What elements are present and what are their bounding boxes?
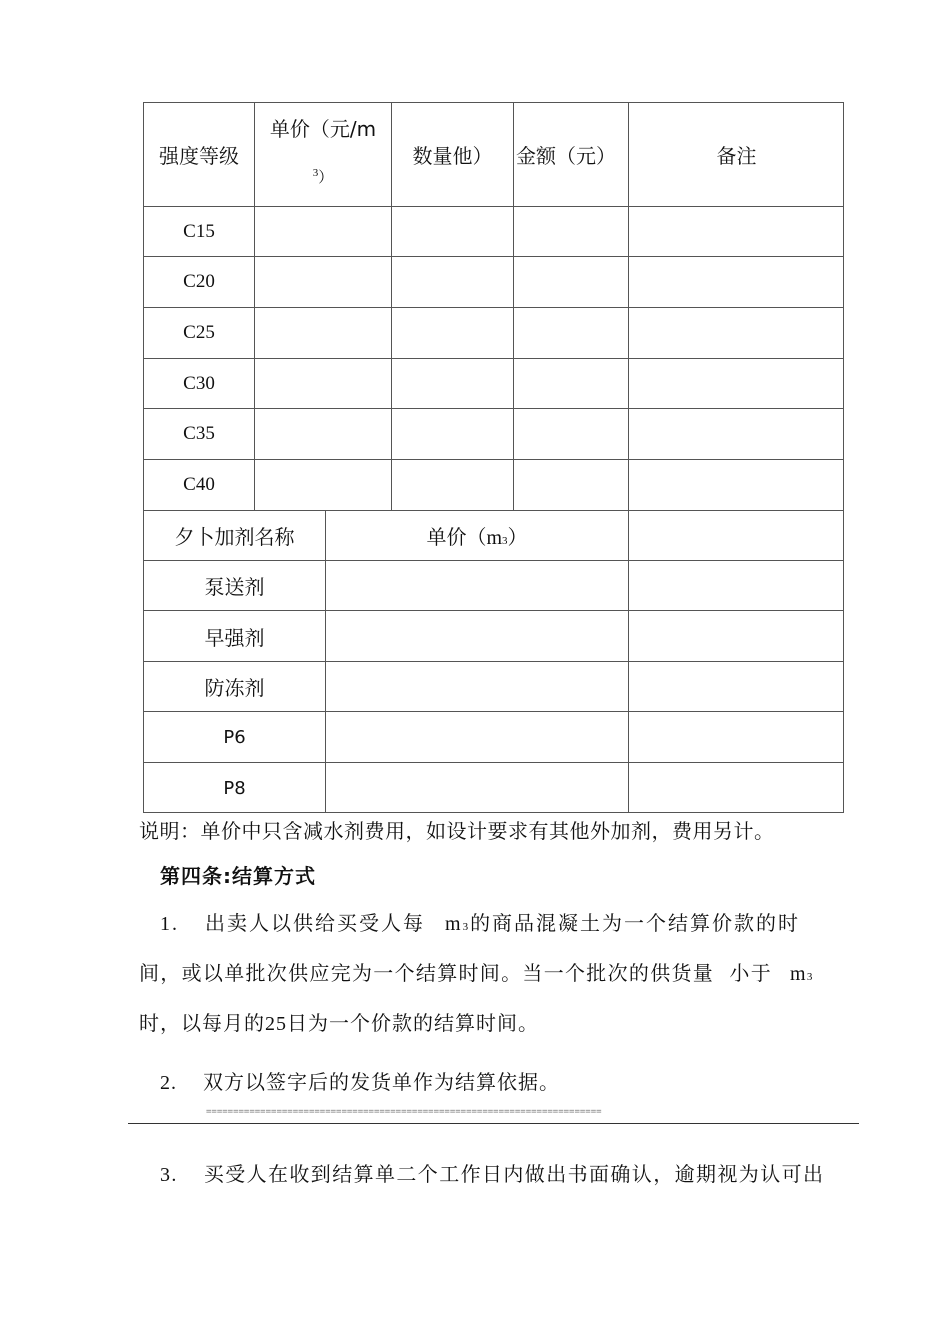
grade-cell bbox=[143, 307, 254, 358]
empty-cell bbox=[628, 711, 844, 762]
clause-1-number: 1. bbox=[160, 913, 179, 935]
grade-cell bbox=[143, 358, 254, 408]
empty-cell bbox=[513, 408, 628, 459]
admixture-name-cell bbox=[143, 610, 325, 661]
header-admixture-price bbox=[325, 510, 628, 560]
empty-cell bbox=[628, 358, 844, 408]
clause-1-line-2-a: 间，或以单批次供应完为一个结算时间。当一个批次的供货量 小于 bbox=[139, 961, 773, 985]
admixture-table bbox=[143, 510, 844, 813]
empty-cell bbox=[254, 358, 391, 408]
empty-cell bbox=[254, 256, 391, 307]
clause-1-line-3 bbox=[139, 1007, 539, 1036]
clause-2 bbox=[160, 1066, 560, 1095]
empty-cell bbox=[391, 307, 513, 358]
grade-cell bbox=[143, 408, 254, 459]
clause-1-line-2-m: m bbox=[790, 963, 807, 985]
header-amount-text: 金额（元） bbox=[516, 144, 616, 168]
header-unit-price-text bbox=[270, 113, 376, 142]
admixture-name-cell bbox=[143, 711, 325, 762]
separator-equals bbox=[206, 1107, 782, 1117]
empty-cell bbox=[254, 307, 391, 358]
empty-cell bbox=[391, 358, 513, 408]
clause-1-line-1-sub: 3 bbox=[462, 921, 471, 933]
empty-cell bbox=[254, 408, 391, 459]
empty-cell bbox=[628, 610, 844, 661]
header-admixture-price-text bbox=[426, 521, 527, 550]
header-unit-price bbox=[254, 102, 391, 206]
header-unit-price-sup: 3 bbox=[312, 166, 319, 179]
admixture-name-cell bbox=[143, 661, 325, 711]
header-grade-text: 强度等级 bbox=[159, 144, 239, 168]
table-bottom-border bbox=[143, 812, 844, 813]
empty-cell bbox=[513, 358, 628, 408]
empty-cell bbox=[513, 307, 628, 358]
grade-cell bbox=[143, 459, 254, 510]
grade-cell bbox=[143, 206, 254, 256]
clause-1-line-2 bbox=[139, 957, 814, 986]
grade-label: C40 bbox=[183, 474, 215, 495]
table-note-text: 说明：单价中只含减水剂费用，如设计要求有其他外加剂，费用另计。 bbox=[139, 819, 775, 843]
empty-cell bbox=[513, 459, 628, 510]
table-right-border bbox=[843, 102, 844, 813]
grade-label: C30 bbox=[183, 372, 215, 394]
empty-cell bbox=[628, 762, 844, 813]
clause-3-text: 买受人在收到结算单二个工作日内做出书面确认，逾期视为认可出 bbox=[203, 1162, 825, 1186]
empty-cell bbox=[513, 256, 628, 307]
empty-cell bbox=[325, 661, 628, 711]
header-admixture-extra bbox=[628, 510, 844, 560]
clause-3-number: 3. bbox=[160, 1164, 178, 1186]
empty-cell bbox=[628, 661, 844, 711]
admixture-name-cell bbox=[143, 762, 325, 813]
empty-cell bbox=[391, 206, 513, 256]
admixture-name: 防冻剂 bbox=[204, 676, 265, 700]
clause-3 bbox=[160, 1158, 824, 1187]
separator-line bbox=[128, 1123, 859, 1124]
clause-1-line-2-sub: 3 bbox=[806, 971, 814, 983]
grade-label: C15 bbox=[183, 220, 215, 242]
clause-2-text: 双方以签字后的发货单作为结算依据。 bbox=[203, 1070, 560, 1094]
empty-cell bbox=[391, 459, 513, 510]
header-unit-price-b: ） bbox=[318, 169, 334, 186]
header-admixture-price-a: 单价（ bbox=[426, 525, 487, 549]
clause-1-line-1-m: m bbox=[445, 913, 463, 935]
empty-cell bbox=[628, 459, 844, 510]
section-title bbox=[160, 860, 316, 889]
header-admixture-name bbox=[143, 510, 325, 560]
empty-cell bbox=[628, 560, 844, 610]
empty-cell bbox=[628, 408, 844, 459]
admixture-name: 泵送剂 bbox=[204, 575, 265, 599]
empty-cell bbox=[325, 610, 628, 661]
table-note bbox=[139, 815, 775, 844]
admixture-name: 早强剂 bbox=[204, 625, 265, 650]
empty-cell bbox=[391, 256, 513, 307]
header-unit-price-a: 单价（元/m bbox=[269, 116, 377, 141]
header-admixture-name-text: 夕卜加剂名称 bbox=[174, 525, 295, 549]
empty-cell bbox=[391, 408, 513, 459]
empty-cell bbox=[628, 307, 844, 358]
clause-1-line-3-b: 日为一个价款的结算时间。 bbox=[287, 1011, 539, 1035]
clause-2-number: 2. bbox=[160, 1072, 177, 1094]
header-admixture-price-m: m bbox=[486, 527, 503, 549]
empty-cell bbox=[325, 560, 628, 610]
header-unit-price-tail bbox=[313, 166, 334, 187]
clause-1-line-3-num: 25 bbox=[265, 1013, 287, 1035]
grade-label: C25 bbox=[183, 322, 215, 343]
header-amount bbox=[513, 102, 628, 206]
admixture-name-cell bbox=[143, 560, 325, 610]
empty-cell bbox=[254, 459, 391, 510]
clause-1-line-1-a: 出卖人以供给买受人每 bbox=[205, 911, 425, 935]
empty-cell bbox=[325, 762, 628, 813]
clause-1-line-3-a: 时，以每月的 bbox=[139, 1011, 265, 1035]
admixture-name: P6 bbox=[223, 726, 246, 748]
section-title-text: 第四条:结算方式 bbox=[160, 864, 316, 888]
price-table bbox=[143, 102, 844, 510]
empty-cell bbox=[628, 206, 844, 256]
header-remark-text: 备注 bbox=[716, 144, 757, 168]
header-quantity-text: 数量他） bbox=[412, 144, 493, 168]
empty-cell bbox=[325, 711, 628, 762]
header-grade bbox=[143, 102, 254, 206]
separator-equals-text: ========================================================================= bbox=[206, 1107, 602, 1117]
clause-1-line-1-b: 的商品混凝土为一个结算价款的时 bbox=[470, 911, 801, 935]
admixture-name: P8 bbox=[223, 777, 246, 799]
empty-cell bbox=[628, 256, 844, 307]
header-admixture-price-sub: 3 bbox=[502, 535, 508, 547]
empty-cell bbox=[513, 206, 628, 256]
grade-label: C20 bbox=[183, 271, 215, 292]
grade-label: C35 bbox=[183, 423, 215, 444]
clause-1-line-1 bbox=[160, 907, 800, 936]
empty-cell bbox=[254, 206, 391, 256]
header-admixture-price-b: ） bbox=[507, 525, 528, 549]
header-quantity bbox=[391, 102, 513, 206]
grade-cell bbox=[143, 256, 254, 307]
header-remark bbox=[628, 102, 844, 206]
